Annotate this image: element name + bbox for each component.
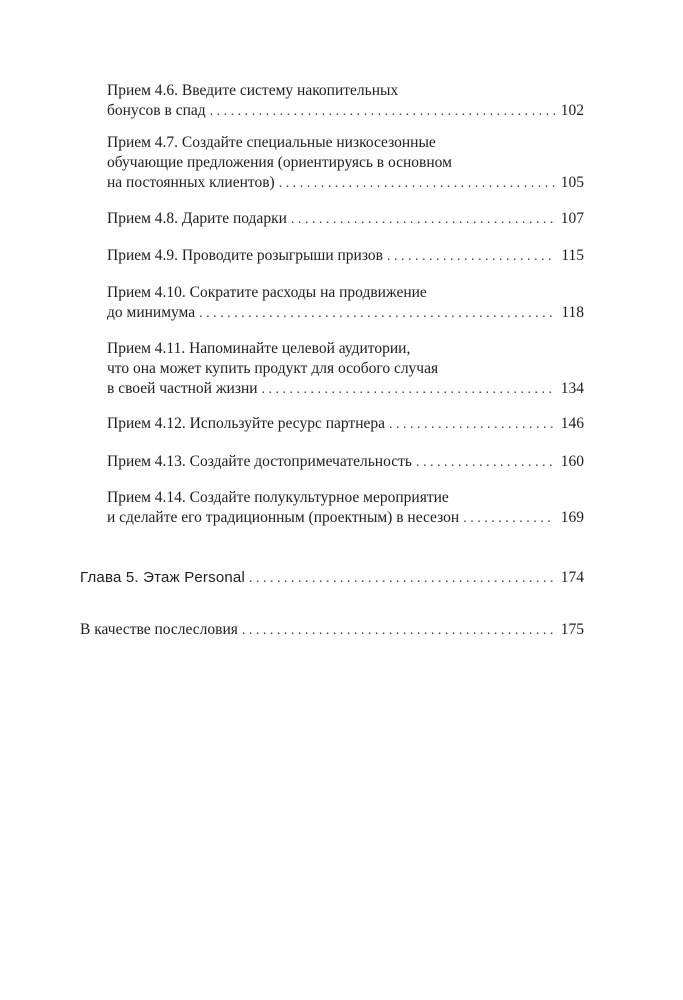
dot-leader <box>210 102 555 122</box>
toc-afterword <box>80 620 584 640</box>
toc-page-number: 146 <box>560 415 584 432</box>
toc-entry-line: что она может купить продукт для особого случая <box>107 360 439 377</box>
dot-leader <box>279 174 555 194</box>
toc-entry-4-6 <box>107 81 584 121</box>
toc-entry-title: в своей частной жизни <box>107 380 258 397</box>
dot-leader <box>249 569 555 589</box>
dot-leader <box>389 415 555 435</box>
toc-page-number: 169 <box>560 509 584 526</box>
toc-page-number: 102 <box>560 102 584 119</box>
toc-afterword-title: В качестве послесловия <box>80 621 238 638</box>
dot-leader <box>387 247 555 267</box>
toc-entry-4-7 <box>107 133 584 193</box>
toc-entry-title: и сделайте его традиционным (проектным) в несезон <box>107 509 460 526</box>
toc-page-number: 118 <box>561 304 584 321</box>
toc-entry-4-9 <box>107 246 584 266</box>
toc-entry-title: до минимума <box>107 304 196 321</box>
toc-entry-4-14 <box>107 488 584 528</box>
toc-entry-line: Прием 4.14. Создайте полукультурное мероприятие <box>107 489 449 506</box>
dot-leader <box>291 210 555 230</box>
toc-entry-4-10 <box>107 283 584 323</box>
toc-entry-4-12 <box>107 414 584 434</box>
toc-chapter-title: Глава 5. Этаж Personal <box>80 569 245 586</box>
toc-entry-line: Прием 4.6. Введите систему накопительных <box>107 82 399 99</box>
toc-page-number: 175 <box>560 621 584 638</box>
toc-entry-title: Прием 4.12. Используйте ресурс партнера <box>107 415 386 432</box>
toc-entry-title: на постоянных клиентов) <box>107 174 275 191</box>
toc-page-number: 115 <box>561 247 584 264</box>
toc-page-number: 174 <box>560 569 584 586</box>
toc-page-number: 134 <box>560 380 584 397</box>
toc-entry-line: Прием 4.7. Создайте специальные низкосезонные <box>107 134 436 151</box>
toc-entry-title: Прием 4.9. Проводите розыгрыши призов <box>107 247 383 264</box>
toc-entry-title: Прием 4.13. Создайте достопримечательность <box>107 453 412 470</box>
dot-leader <box>242 621 555 641</box>
dot-leader <box>416 453 555 473</box>
dot-leader <box>199 304 555 324</box>
toc-page-number: 105 <box>560 174 584 191</box>
toc-entry-line: обучающие предложения (ориентируясь в основном <box>107 154 452 171</box>
toc-entry-line: Прием 4.10. Сократите расходы на продвижение <box>107 284 427 301</box>
toc-entry-title: бонусов в спад <box>107 102 206 119</box>
toc-page-number: 160 <box>560 453 584 470</box>
dot-leader <box>262 380 555 400</box>
toc-entry-line: Прием 4.11. Напоминайте целевой аудитории, <box>107 340 411 357</box>
toc-page-number: 107 <box>560 210 584 227</box>
dot-leader <box>463 509 555 529</box>
toc-entry-4-8 <box>107 209 584 229</box>
toc-chapter-5 <box>80 568 584 588</box>
toc-entry-title: Прием 4.8. Дарите подарки <box>107 210 287 227</box>
toc-entry-4-11 <box>107 339 584 399</box>
toc-entry-4-13 <box>107 452 584 472</box>
